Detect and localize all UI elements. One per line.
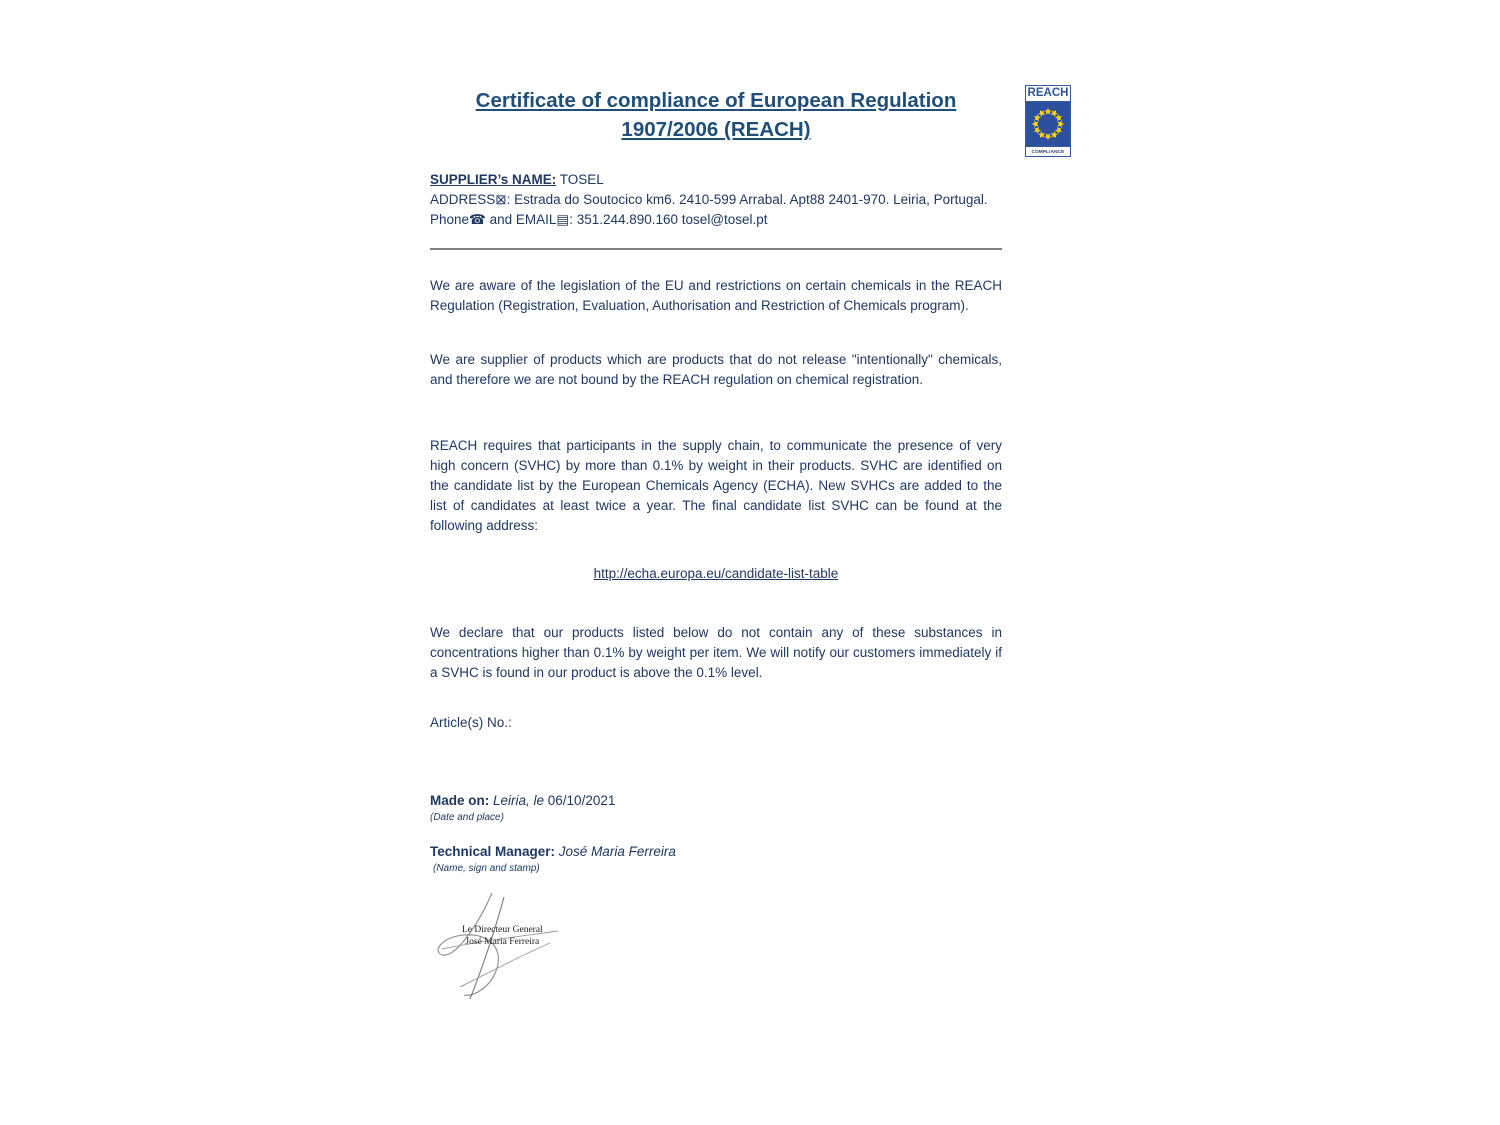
supplier-phone-line [430,210,1002,230]
envelope-icon: ⊠ [495,192,507,207]
signature-block [430,891,610,1001]
supplier-name-value: TOSEL [556,172,604,187]
supplier-address-value: Estrada do Soutocico km6. 2410-599 Arrabal. Apt88 2401-970. Leiria, Portugal. [514,192,988,207]
stamp-line-1: Le Directeur General [462,925,543,935]
paragraph-reach-awareness: We are aware of the legislation of the EU and restrictions on certain chemicals in the REACH Regulation (Registration, Evaluation, Authorisation and Restriction of Chemicals program). [430,278,1002,313]
date-place-note: (Date and place) [430,812,504,823]
supplier-phone-value: 351.244.890.160 tosel@tosel.pt [576,212,768,227]
supplier-block [430,170,1002,230]
supplier-address-line [430,190,1002,210]
supplier-name-line [430,170,1002,190]
article-number-line: Article(s) No.: [430,715,512,730]
document-content [430,86,1002,1001]
reach-logo-label: REACH [1026,86,1070,102]
technical-manager-label: Technical Manager: [430,844,556,859]
supplier-name-label: SUPPLIER’s NAME: [430,172,557,187]
made-on-label: Made on: [430,793,490,808]
supplier-address-colon: : [506,192,515,207]
name-sign-stamp-note: (Name, sign and stamp) [433,863,540,874]
supplier-email-label: and EMAIL [485,212,557,227]
supplier-phone-colon: : [569,212,577,227]
fax-icon: ▤ [556,212,570,227]
made-on-place: Leiria, le [489,793,548,808]
made-on-line [430,791,1002,811]
eu-flag-stars-icon [1026,102,1070,146]
reach-compliance-logo [1025,85,1071,157]
paragraph-declaration: We declare that our products listed below do not contain any of these substances in concentrations higher than 0.1% by weight per item. We will notify our customers immediately if a SVHC is found in our product is above the 0.1% level. [430,625,1002,680]
supplier-address-label: ADDRESS [430,192,496,207]
made-on-date: 06/10/2021 [547,793,616,808]
paragraph-supplier-statement: We are supplier of products which are products that do not release "intentionally" chemicals, and therefore we are not bound by the REACH regulation on chemical registration. [430,352,1002,387]
signature-stamp-text [462,924,543,948]
paragraph-svhc-requirements: REACH requires that participants in the supply chain, to communicate the presence of very high concern (SVHC) by more than 0.1% by weight in their products. SVHC are identified on the candidate list by the European Chemicals Agency (ECHA). New SVHCs are added to the list of candidates at least twice a year. The final candidate list SVHC can be found at the following address: [430,438,1002,533]
header-divider [430,248,1002,250]
supplier-phone-label: Phone [430,212,470,227]
stamp-line-2: José Maria Ferreira [465,937,540,947]
phone-icon: ☎ [469,212,486,227]
technical-manager-line [430,842,1002,862]
technical-manager-name: José Maria Ferreira [555,844,676,859]
candidate-list-link-line [430,566,1002,581]
candidate-list-link[interactable]: http://echa.europa.eu/candidate-list-table [593,566,839,581]
document-title [430,86,1002,144]
title-line-2: 1907/2006 (REACH) [621,118,811,141]
title-line-1: Certificate of compliance of European Regulation [475,89,957,112]
compliance-logo-label: COMPLIANCE [1026,146,1070,156]
